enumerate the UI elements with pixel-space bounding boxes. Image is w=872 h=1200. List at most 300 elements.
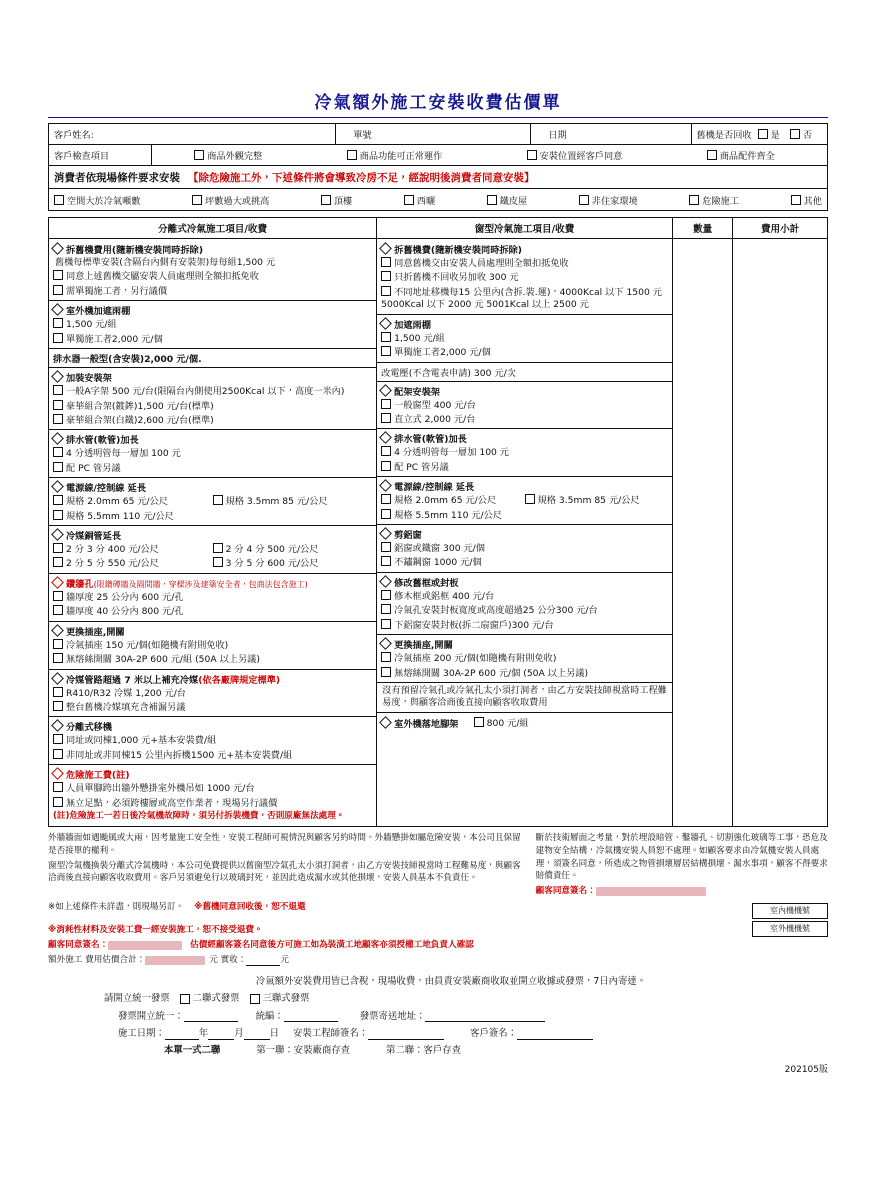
year-field[interactable]	[165, 1028, 199, 1040]
checkbox-icon[interactable]	[53, 797, 63, 807]
checkbox-icon[interactable]	[381, 271, 391, 281]
section-heading: 排水管(軟管)加長	[381, 431, 668, 445]
list-item[interactable]: 牆厚度 40 公分內 800 元/孔	[53, 605, 372, 618]
customer-sign-field[interactable]	[517, 1028, 593, 1040]
row-divider	[49, 367, 376, 368]
note-paragraph: 窗型冷氣機換裝分離式冷氣機時，本公司免費提供以舊窗型冷氣孔太小須打洞者，由乙方安裝技師視當時工程難易度，與顧客洽商後直接向顧客收取費用。客戶另須避免行以玻璃封死，並因此造成漏水或其他損壞，安裝人員基本不負責任。	[48, 860, 521, 884]
window-section-demolish	[381, 242, 668, 312]
section-heading: 排水器一般型(含安裝)2,000 元/個.	[53, 354, 202, 366]
col-split-header: 分離式冷氣施工項目/收費	[49, 218, 377, 239]
list-item[interactable]: 不鏽鋼窗 1000 元/個	[381, 556, 668, 569]
checkbox-icon[interactable]	[53, 318, 63, 328]
section-heading: 冷媒銅管延長	[53, 528, 372, 542]
split-section-wire	[53, 480, 372, 523]
checkbox-icon[interactable]	[192, 195, 202, 205]
row-divider	[377, 712, 672, 713]
list-item[interactable]: 規格 2.0mm 65 元/公尺	[381, 494, 524, 507]
notes-area	[48, 832, 828, 967]
condition-item-0[interactable]	[54, 193, 141, 207]
list-item[interactable]: 一般窗型 400 元/台	[381, 399, 668, 412]
list-item[interactable]: 修木框或鋁框 400 元/台	[381, 590, 668, 603]
list-item[interactable]: 2 分 3 分 400 元/公尺	[53, 543, 213, 556]
section-note: (限鑽磚牆及隔間牆，穿樑涉及建築安全者，包商法包含施工)	[93, 579, 308, 589]
notes-left	[48, 832, 522, 898]
copies-label: 本單一式二聯	[164, 1045, 221, 1057]
work-date-label: 施工日期：	[118, 1027, 165, 1039]
day-field[interactable]	[244, 1028, 270, 1040]
list-item[interactable]: 下鋁窗安裝封板(拆二扇窗戶)300 元/台	[381, 619, 668, 632]
col-window-header: 窗型冷氣施工項目/收費	[377, 218, 673, 239]
checkbox-icon[interactable]	[525, 494, 535, 504]
signature-stamp	[108, 941, 182, 950]
checkbox-icon[interactable]	[53, 385, 63, 395]
list-item[interactable]: 配 PC 管另議	[381, 461, 668, 474]
condition-item-label: 其他	[803, 195, 822, 207]
checkbox-icon[interactable]	[53, 285, 63, 295]
recycle-label: 舊機是否回收	[696, 130, 752, 141]
row-divider	[49, 300, 376, 301]
list-item[interactable]: 人員單腳跨出牆外懸掛室外機吊如 1000 元/台	[53, 782, 372, 795]
checkbox-icon[interactable]	[579, 195, 589, 205]
actual-amount-field[interactable]	[246, 954, 280, 966]
checkbox-icon[interactable]	[381, 494, 391, 504]
checkbox-icon[interactable]	[53, 557, 63, 567]
row-divider	[377, 572, 672, 573]
diamond-bullet-icon	[379, 527, 392, 540]
order-no-label: 單號	[335, 124, 390, 144]
date-label: 日期	[530, 124, 585, 144]
checkbox-icon[interactable]	[53, 495, 63, 505]
window-section-wire	[381, 479, 668, 522]
checkbox-icon[interactable]	[53, 462, 63, 472]
row-divider	[377, 314, 672, 315]
condition-item-2[interactable]	[321, 193, 352, 207]
list-item[interactable]: 豪華組合架(鍍鉾)1,500 元/台(標準)	[53, 400, 372, 413]
total-amount-field[interactable]	[145, 956, 205, 965]
window-section-socket	[381, 637, 668, 680]
list-item[interactable]: 規格 5.5mm 110 元/公尺	[381, 509, 668, 522]
list-item[interactable]: 牆厚度 25 公分內 600 元/孔	[53, 591, 372, 604]
checkbox-icon[interactable]	[53, 510, 63, 520]
condition-item-label: 非住家環境	[591, 195, 638, 207]
title-divider	[48, 117, 828, 118]
row-divider	[377, 381, 672, 382]
window-column	[377, 239, 673, 827]
checkbox-icon[interactable]	[689, 195, 699, 205]
row-divider	[377, 524, 672, 525]
list-item-pair	[53, 543, 372, 556]
recycle-no-label: 否	[802, 130, 812, 141]
window-section-voltage	[381, 365, 668, 379]
split-section-copper	[53, 528, 372, 571]
list-item[interactable]: 需單獨施工者，另行議價	[53, 285, 372, 298]
split-section-bracket	[53, 370, 372, 427]
split-section-drainhose	[53, 432, 372, 475]
section-heading: 拆舊機費用(隨新機安裝同時拆除)	[53, 242, 372, 256]
checkbox-icon[interactable]	[758, 129, 768, 139]
list-item[interactable]: 只折舊機不回收另加收 300 元	[381, 271, 668, 284]
list-item[interactable]: 無熔絲開關 30A-2P 600 元/個 (50A 以上另議)	[381, 667, 668, 680]
row-divider	[377, 682, 672, 683]
list-item[interactable]: 規格 2.0mm 65 元/公尺	[53, 495, 213, 508]
invoice-option-2[interactable]: 二聯式發票	[180, 990, 240, 1007]
checkbox-icon[interactable]	[381, 590, 391, 600]
diamond-bullet-icon	[379, 242, 392, 255]
list-item[interactable]: 不同地址移機每15 公里內(含拆.裝.運)，4000Kcal 以下 1500 元 5000Kcal 以下 2000 元 5001Kcal 以上 2500 元	[381, 286, 662, 311]
row-divider	[377, 428, 672, 429]
checkbox-icon[interactable]	[791, 195, 801, 205]
section-heading: 室外機加遮雨棚	[53, 303, 372, 317]
section-heading: 加遮雨棚	[381, 317, 668, 331]
checkbox-icon[interactable]	[474, 717, 484, 727]
recycle-yes-checkbox[interactable]	[758, 127, 780, 141]
list-item[interactable]: 整台舊機冷媒填充含補漏另議	[53, 701, 372, 714]
note-paragraph: 外牆牆面如遇颱風或大兩，因考量施工安全性，安裝工程師可視情況與顧客另約時間。外牆懸掛如屬危險安裝，本公司且保留是否接單的權利。	[48, 832, 521, 856]
recycle-yes-label: 是	[770, 130, 780, 141]
inspect-item-label: 安裝位置經客戶同意	[539, 151, 623, 162]
page-title: 冷氣額外施工安裝收費估價單	[314, 93, 562, 113]
window-section-standfoot	[381, 715, 668, 730]
header-box	[48, 123, 828, 211]
tax-field[interactable]	[284, 1010, 338, 1022]
agree-line: 估價經顧客簽名同意後方可施工如為裝潢工地顧客亦須授權工地負責人確認	[190, 939, 474, 950]
section-heading: 危險施工費(註)	[53, 767, 372, 781]
checkbox-icon[interactable]	[707, 150, 717, 160]
checkbox-icon[interactable]	[381, 509, 391, 519]
consumer-line: 消費者依現場條件要求安裝	[54, 171, 180, 184]
checkbox-icon[interactable]	[53, 734, 63, 744]
customer-label: 客戶簽名：	[470, 1027, 517, 1039]
section-heading: 電源線/控制線 延長	[381, 479, 668, 493]
row-divider	[49, 764, 376, 765]
split-section-canopy	[53, 303, 372, 346]
warning-a: ※如上述條件未詳盡，則現場另訂。	[48, 902, 185, 913]
date-sign-row	[118, 1025, 828, 1042]
row-divider	[49, 525, 376, 526]
list-item[interactable]: 4 分透明管每一層加 100 元	[381, 446, 668, 459]
condition-item-7[interactable]	[791, 193, 822, 207]
checkbox-icon[interactable]	[53, 414, 63, 424]
split-section-danger	[53, 767, 372, 822]
section-heading: 排水管(軟管)加長	[53, 432, 372, 446]
checkbox-icon[interactable]	[381, 542, 391, 552]
list-item[interactable]: 一般A字架 500 元/台(限隔台內側使用2500Kcal 以下，高度一米內)	[53, 385, 372, 398]
list-item[interactable]: 配 PC 管另議	[53, 462, 372, 475]
amount-unit: 元	[280, 954, 289, 965]
order-no-field[interactable]	[390, 124, 530, 144]
condition-item-1[interactable]	[192, 193, 269, 207]
header-row-inspect	[49, 144, 827, 165]
window-section-drainhose	[381, 431, 668, 474]
checkbox-icon[interactable]	[53, 270, 63, 280]
checkbox-icon[interactable]	[381, 619, 391, 629]
col-qty-header: 數量	[673, 218, 733, 239]
invoice-label: 請開立統一發票	[104, 993, 170, 1005]
window-section-canopy	[381, 317, 668, 360]
list-item[interactable]: 冷氣插座 200 元/個(如隨機有附則免收)	[381, 652, 668, 665]
section-heading: 拆舊機費(隨新機安裝同時拆除)	[381, 242, 668, 256]
row-divider	[49, 429, 376, 430]
diamond-bullet-icon	[51, 480, 64, 493]
engineer-label: 安裝工程師簽名：	[293, 1027, 369, 1039]
list-item[interactable]: 非同址或非同棟15 公里內拆機1500 元+基本安裝費/組	[53, 749, 372, 762]
notes-right	[530, 832, 828, 898]
list-item[interactable]: 冷氣插座 150 元/個(如隨機有附則免收)	[53, 639, 372, 652]
split-column	[49, 239, 377, 827]
col-subtotal-header: 費用小計	[733, 218, 828, 239]
checkbox-icon[interactable]	[54, 195, 64, 205]
condition-item-label: 西曬	[416, 195, 436, 207]
split-section-drill	[53, 576, 372, 619]
send-label: 發票寄送地址：	[359, 1010, 426, 1022]
checkbox-icon[interactable]	[321, 195, 331, 205]
pricing-table	[48, 217, 828, 827]
month-field[interactable]	[208, 1028, 234, 1040]
split-section-demolish	[53, 242, 372, 298]
customer-name-label: 客戶姓名:	[54, 130, 94, 141]
checkbox-icon[interactable]	[53, 749, 63, 759]
indoor-unit-no-box[interactable]: 室內機機號	[752, 903, 828, 919]
diamond-bullet-icon	[379, 432, 392, 445]
version-label: 202105版	[784, 1064, 828, 1075]
diamond-bullet-icon	[51, 767, 64, 780]
checkbox-icon[interactable]	[53, 591, 63, 601]
checkbox-icon[interactable]	[381, 652, 391, 662]
checkbox-icon[interactable]	[53, 639, 63, 649]
list-item[interactable]: 800 元/組	[474, 715, 529, 729]
condition-item-label: 坪數過大或挑高	[205, 195, 270, 207]
checkbox-icon[interactable]	[381, 667, 391, 677]
list-item[interactable]: 規格 5.5mm 110 元/公尺	[53, 510, 372, 523]
diamond-bullet-icon	[51, 242, 64, 255]
split-section-refrigerant	[53, 672, 372, 715]
recycle-no-checkbox[interactable]	[790, 127, 812, 141]
diamond-bullet-icon	[51, 720, 64, 733]
split-section-socket	[53, 624, 372, 667]
section-heading: 更換插座,開關	[53, 624, 372, 638]
header-row-consumer	[49, 165, 827, 188]
list-item-pair	[381, 494, 668, 507]
diamond-bullet-icon	[51, 576, 64, 589]
checkbox-icon[interactable]	[381, 461, 391, 471]
outdoor-unit-no-box[interactable]: 室外機機號	[752, 921, 828, 937]
table-header-row	[49, 218, 828, 239]
checkbox-icon[interactable]	[53, 687, 63, 697]
diamond-bullet-icon	[51, 672, 64, 685]
list-item[interactable]: 2 分 5 分 550 元/公尺	[53, 557, 213, 570]
notes-row	[48, 832, 828, 898]
list-item-pair	[53, 495, 372, 508]
warning-row	[48, 901, 828, 967]
checkbox-icon[interactable]	[213, 557, 223, 567]
condition-item-3[interactable]	[404, 193, 435, 207]
diamond-bullet-icon	[51, 433, 64, 446]
checkbox-icon[interactable]	[381, 286, 391, 296]
checkbox-icon[interactable]	[213, 543, 223, 553]
diamond-bullet-icon	[379, 317, 392, 330]
inspect-item-label: 商品外觀完整	[207, 151, 263, 162]
sign-label: 顧客同意簽名：	[48, 939, 109, 950]
checkbox-icon[interactable]	[194, 150, 204, 160]
machine-no-boxes	[529, 901, 828, 937]
signature-stamp	[596, 887, 706, 896]
list-item[interactable]: 單獨施工者2,000 元/個	[53, 333, 372, 346]
footer-line-1: 冷氣額外安裝費用皆已含稅，現場收費，由員責安裝廠商收取並開立收據或發票，7日內寄達。	[255, 975, 647, 987]
list-item[interactable]: 同意舊機交由安裝人員處理則全額扣抵免收	[381, 257, 668, 270]
checkbox-icon[interactable]	[53, 782, 63, 792]
consumer-agreement	[49, 166, 827, 188]
checkbox-icon[interactable]	[53, 653, 63, 663]
condition-item-4[interactable]	[487, 193, 528, 207]
diamond-bullet-icon	[379, 575, 392, 588]
list-item[interactable]: 1,500 元/組	[53, 318, 372, 331]
inspect-item-1[interactable]	[347, 148, 443, 162]
checkbox-icon[interactable]	[381, 446, 391, 456]
checkbox-icon[interactable]	[53, 543, 63, 553]
checkbox-icon[interactable]	[527, 150, 537, 160]
inspect-item-2[interactable]	[527, 148, 623, 162]
diamond-bullet-icon	[379, 716, 392, 729]
section-heading: 冷媒管路超過 7 米以上補充冷媒(依各廠牌規定標準)	[53, 672, 372, 686]
invoice-option-3[interactable]: 三聯式發票	[250, 990, 310, 1007]
checkbox-icon[interactable]	[180, 994, 190, 1004]
header-row-conditions	[49, 188, 827, 210]
list-item[interactable]: 無熔絲開關 30A-2P 600 元/組 (50A 以上另議)	[53, 653, 372, 666]
engineer-sign-field[interactable]	[368, 1028, 444, 1040]
warning-c: ※消耗性材料及安裝工費一經安裝施工，恕不接受退費。	[48, 925, 263, 936]
row-divider	[377, 362, 672, 363]
inspect-items	[151, 145, 827, 165]
inspect-item-label: 商品功能可正常運作	[359, 151, 443, 162]
list-item[interactable]: 單獨施工者2,000 元/個	[381, 346, 668, 359]
month-unit: 月	[234, 1027, 244, 1039]
list-item[interactable]: 2 分 4 分 500 元/公尺	[213, 543, 373, 556]
checkbox-icon[interactable]	[250, 994, 260, 1004]
condition-item-label: 鐵皮屋	[499, 195, 528, 207]
section-heading: 剪鋁窗	[381, 527, 668, 541]
total-row	[48, 954, 523, 967]
diamond-bullet-icon	[51, 624, 64, 637]
recycle-group	[691, 124, 828, 144]
checkbox-icon[interactable]	[381, 346, 391, 356]
row-divider	[49, 716, 376, 717]
list-item[interactable]: 同址或同棟1,000 元+基本安裝費/組	[53, 734, 372, 747]
list-item[interactable]: 規格 3.5mm 85 元/公尺	[525, 494, 668, 507]
section-heading: 更換插座,開關	[381, 637, 668, 651]
split-section-drainpump	[53, 351, 372, 365]
condition-item-label: 空間大於冷氣噸數	[67, 195, 141, 207]
checkbox-icon[interactable]	[53, 400, 63, 410]
note-paragraph: 斷於技術層面之考量，對於埋設暗管、鑿牆孔、切割強化玻璃等工事，恐危及建物安全結構，冷氣機安裝人員恕不處理。如顧客要求由冷氣機安裝人員處理，須簽名同意，所造成之物管損壞層居結構損壞、漏水事項，顧客不得要求賠償責任。	[535, 832, 828, 882]
condition-item-label: 危險施工	[702, 195, 739, 207]
diamond-bullet-icon	[379, 479, 392, 492]
section-heading: 室外機落地腳架 800 元/組	[381, 715, 668, 730]
diamond-bullet-icon	[51, 303, 64, 316]
section-heading: 改電壓(不含電表申請) 300 元/次	[381, 367, 516, 379]
header-row-1	[49, 124, 827, 144]
qty-column[interactable]	[673, 239, 733, 827]
amount-label: 元 實收：	[209, 954, 247, 965]
row-divider	[49, 669, 376, 670]
list-item[interactable]: 無立足點，必須跨樓層或高空作業者，現場另行議價	[53, 797, 372, 810]
copies-row	[164, 1042, 828, 1059]
table-body-row	[49, 239, 828, 827]
list-item-pair	[53, 557, 372, 570]
checkbox-icon[interactable]	[790, 129, 800, 139]
condition-items	[49, 189, 827, 210]
send-address-field[interactable]	[425, 1010, 545, 1022]
checkbox-icon[interactable]	[53, 447, 63, 457]
section-heading: 加裝安裝架	[53, 370, 372, 384]
footer-area	[48, 973, 828, 1079]
row-divider	[49, 573, 376, 574]
checkbox-icon[interactable]	[347, 150, 357, 160]
day-unit: 日	[269, 1027, 280, 1039]
row-divider	[49, 621, 376, 622]
year-unit: 年	[198, 1027, 209, 1039]
inspect-label: 客戶檢查項目	[54, 151, 110, 162]
window-section-cutwindow	[381, 527, 668, 570]
checkbox-icon[interactable]	[381, 556, 391, 566]
condition-item-label: 頂樓	[333, 195, 353, 207]
inspect-item-label: 商品配件齊全	[719, 151, 775, 162]
list-item[interactable]: 4 分透明管每一層加 100 元	[53, 447, 372, 460]
checkbox-icon[interactable]	[487, 195, 497, 205]
window-section-nohole	[381, 685, 668, 710]
list-item[interactable]: 1,500 元/組	[381, 332, 668, 345]
inspect-item-3[interactable]	[707, 148, 775, 162]
customer-name-field[interactable]	[151, 124, 335, 144]
condition-item-5[interactable]	[579, 193, 638, 207]
right-sign-label: 顧客同意簽名：	[535, 886, 596, 897]
checkbox-icon[interactable]	[53, 605, 63, 615]
checkbox-icon[interactable]	[381, 413, 391, 423]
subtotal-column[interactable]	[733, 239, 828, 827]
condition-item-6[interactable]	[689, 193, 739, 207]
date-field[interactable]	[585, 124, 691, 144]
section-heading: 修改舊框或封板	[381, 575, 668, 589]
copy-1-label: 第一聯：安裝廠商存查	[256, 1045, 351, 1057]
inspect-item-0[interactable]	[194, 148, 262, 162]
row-divider	[377, 634, 672, 635]
checkbox-icon[interactable]	[53, 701, 63, 711]
checkbox-icon[interactable]	[53, 333, 63, 343]
checkbox-icon[interactable]	[381, 399, 391, 409]
list-item[interactable]: 同意上述舊機交屬安裝人員處理則全額扣抵免收	[53, 270, 372, 283]
tax-label: 統編：	[255, 1010, 284, 1022]
total-label: 額外施工 費用估價合計：	[48, 954, 146, 965]
checkbox-icon[interactable]	[404, 195, 414, 205]
list-item[interactable]: 冷氣孔安裝封板寬度或高度超過25 公分300 元/台	[381, 604, 668, 617]
list-item[interactable]: 規格 3.5mm 85 元/公尺	[213, 495, 373, 508]
row-divider	[377, 476, 672, 477]
list-item[interactable]: R410/R32 冷媒 1,200 元/台	[53, 687, 372, 700]
checkbox-icon[interactable]	[381, 332, 391, 342]
checkbox-icon[interactable]	[381, 257, 391, 267]
copy-2-label: 第二聯：客戶存查	[386, 1045, 462, 1057]
list-item[interactable]: 豪華組合架(白鐵)2,600 元/台(標準)	[53, 414, 372, 427]
checkbox-icon[interactable]	[213, 495, 223, 505]
issue-field[interactable]	[184, 1010, 238, 1022]
warning-lines	[48, 901, 523, 937]
list-item[interactable]: 3 分 5 分 600 元/公尺	[213, 557, 373, 570]
checkbox-icon[interactable]	[381, 604, 391, 614]
sign-row	[48, 939, 523, 952]
list-item[interactable]: 直立式 2,000 元/台	[381, 413, 668, 426]
split-section-relocate	[53, 719, 372, 762]
list-item[interactable]: 鋁窗或鐵窗 300 元/個	[381, 542, 668, 555]
section-heading: 電源線/控制線 延長	[53, 480, 372, 494]
